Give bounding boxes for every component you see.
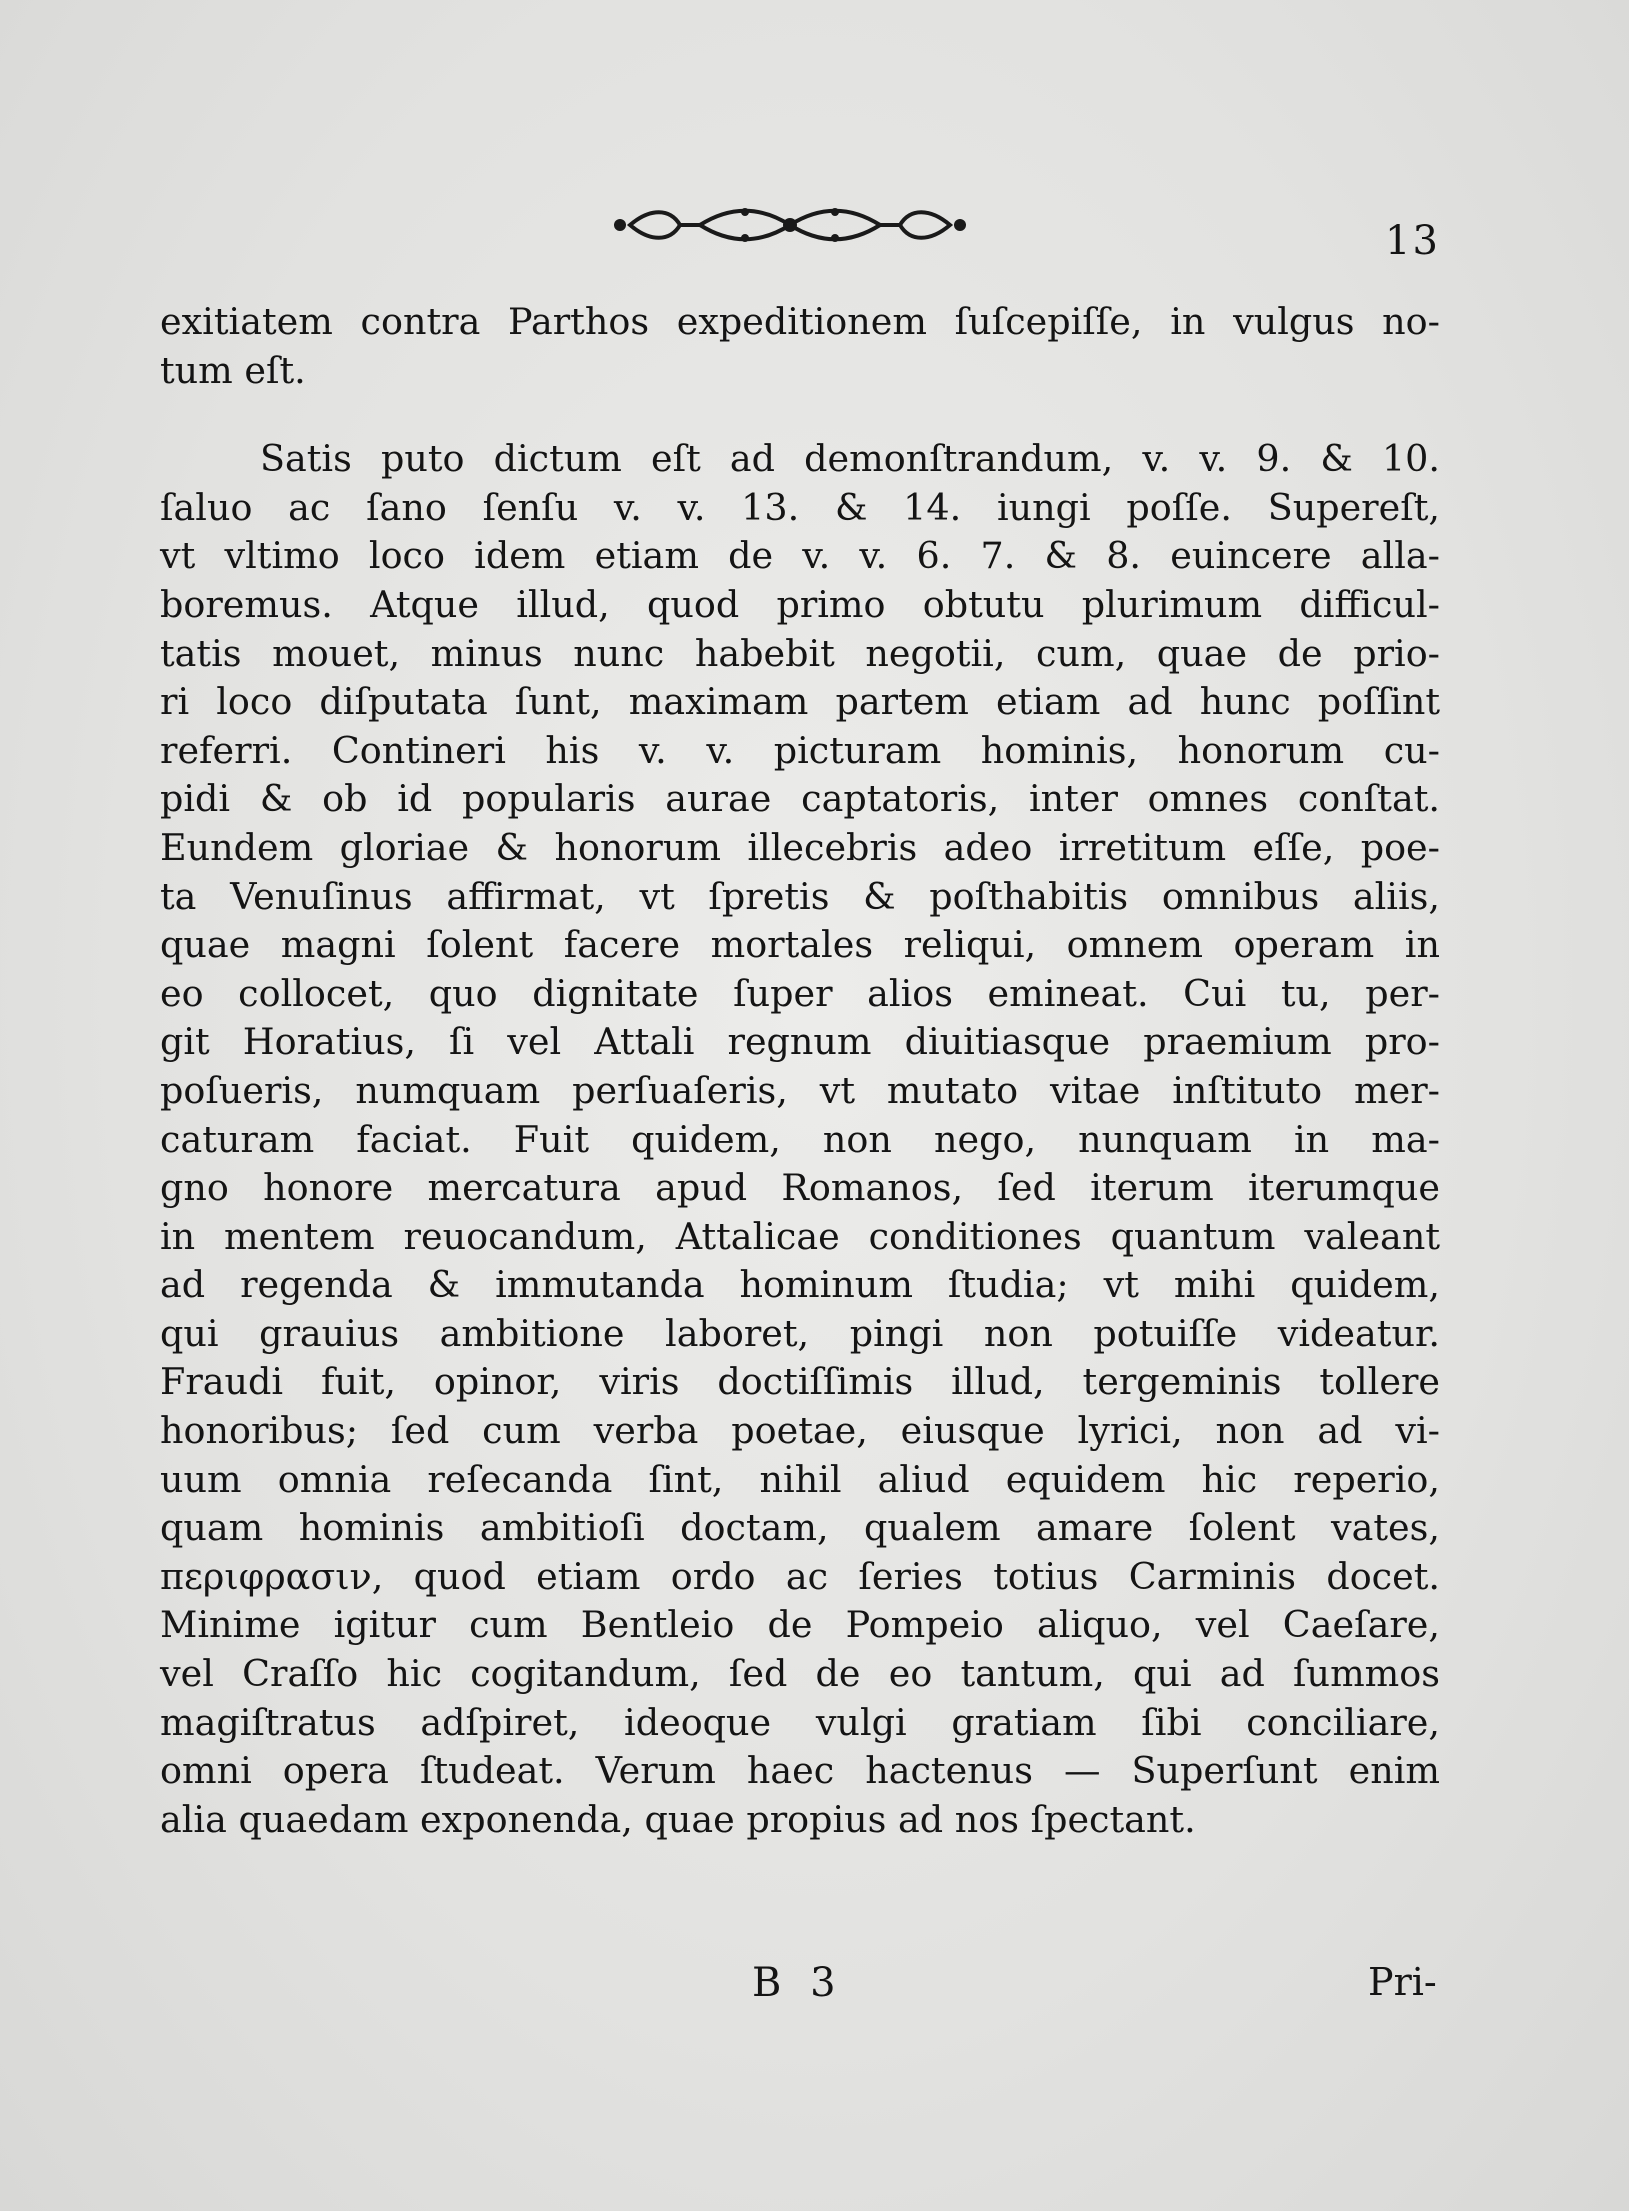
page-number: 13 [1385,218,1440,264]
text-line: ri loco diſputata ſunt, maximam partem etiam ad hunc poſſint [160,680,1440,724]
text-line: Satis puto dictum eſt ad demonſtrandum, v. v. 9. & 10. [260,437,1440,481]
text-line: poſueris, numquam perſuaſeris, vt mutato vitae inſtituto mer- [160,1068,1440,1112]
text-line: ſaluo ac ſano ſenſu v. v. 13. & 14. iungi poſſe. Supereſt, [160,485,1440,529]
text-line: vt vltimo loco idem etiam de v. v. 6. 7. & 8. euincere alla- [160,534,1440,578]
text-line: Fraudi fuit, opinor, viris doctiſſimis illud, tergeminis tollere [160,1360,1440,1404]
text-line: qui grauius ambitione laboret, pingi non potuiſſe videatur. [160,1311,1440,1355]
text-line: tum eſt. [160,348,306,392]
text-line: tatis mouet, minus nunc habebit negotii, cum, quae de prio- [160,631,1440,675]
text-line: Minime igitur cum Bentleio de Pompeio aliquo, vel Caeſare, [160,1603,1440,1647]
text-line: in mentem reuocandum, Attalicae conditiones quantum valeant [160,1214,1440,1258]
text-line: boremus. Atque illud, quod primo obtutu plurimum difficul- [160,582,1440,626]
text-line: git Horatius, ſi vel Attali regnum diuitiasque praemium pro- [160,1020,1440,1064]
text-line: Eundem gloriae & honorum illecebris adeo irretitum eſſe, poe- [160,825,1440,869]
text-line: quae magni ſolent facere mortales reliqui, omnem operam in [160,923,1440,967]
text-line: ad regenda & immutanda hominum ſtudia; vt mihi quidem, [160,1263,1440,1307]
text-line: caturam faciat. Fuit quidem, non nego, nunquam in ma- [160,1117,1440,1161]
text-line: vel Craſſo hic cogitandum, ſed de eo tantum, qui ad ſummos [160,1652,1440,1696]
text-line: ta Venuſinus affirmat, vt ſpretis & poſthabitis omnibus aliis, [160,874,1440,918]
text-line: magiſtratus adſpiret, ideoque vulgi gratiam ſibi conciliare, [160,1700,1440,1744]
text-line: alia quaedam exponenda, quae propius ad nos ſpectant. [160,1797,1196,1841]
signature-mark: B 3 [752,1960,844,2006]
text-line: quam hominis ambitioſi doctam, qualem amare ſolent vates, [160,1506,1440,1550]
text-line: honoribus; ſed cum verba poetae, eiusque lyrici, non ad vi- [160,1409,1440,1453]
text-line: uum omnia reſecanda ſint, nihil aliud equidem hic reperio, [160,1457,1440,1501]
body-text [160,298,1440,1844]
catchword: Pri- [1368,1960,1437,2004]
text-line: referri. Contineri his v. v. picturam hominis, honorum cu- [160,728,1440,772]
text-line: pidi & ob id popularis aurae captatoris, inter omnes conſtat. [160,777,1440,821]
text-line: περιφρασιν, quod etiam ordo ac ſeries totius Carminis docet. [160,1554,1440,1598]
text-line: gno honore mercatura apud Romanos, ſed iterum iterumque [160,1166,1440,1210]
text-line: omni opera ſtudeat. Verum haec hactenus — Superſunt enim [160,1749,1440,1793]
printer-ornament-icon [610,198,970,252]
text-line: eo collocet, quo dignitate ſuper alios emineat. Cui tu, per- [160,971,1440,1015]
text-line: exitiatem contra Parthos expeditionem ſuſcepiſſe, in vulgus no- [160,300,1440,343]
